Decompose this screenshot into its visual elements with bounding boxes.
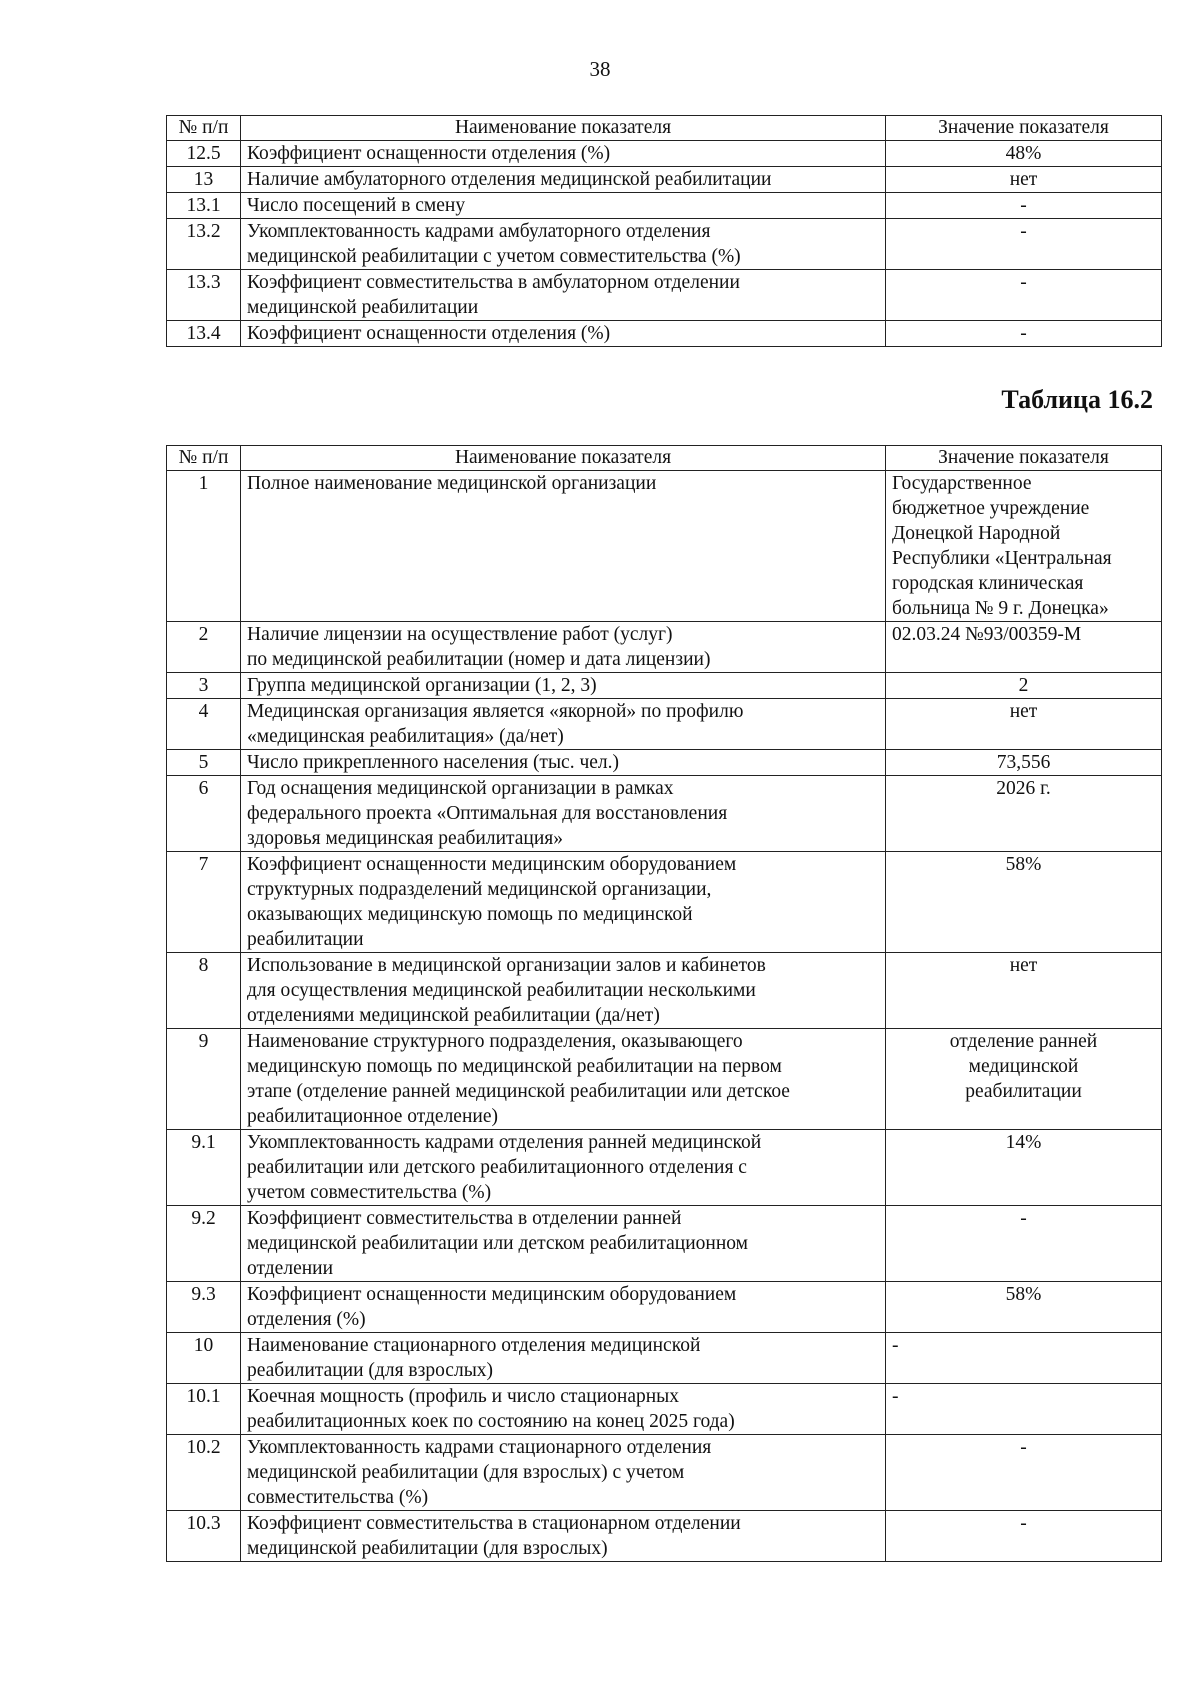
table-row xyxy=(167,141,1162,167)
header-indicator-value: Значение показателя xyxy=(886,116,1162,141)
indicator-value: 73,556 xyxy=(886,750,1162,776)
indicator-value: - xyxy=(886,321,1162,347)
indicators-table-16-2 xyxy=(166,445,1162,1562)
indicator-name: Укомплектованность кадрами стационарного отделения медицинской реабилитации (для взрослых) с учетом совместительства (%) xyxy=(241,1435,886,1511)
table-row xyxy=(167,193,1162,219)
indicator-value: 2026 г. xyxy=(886,776,1162,852)
row-number: 10.3 xyxy=(167,1511,241,1562)
table-row xyxy=(167,1511,1162,1562)
table-row xyxy=(167,699,1162,750)
indicator-name: Коэффициент оснащенности отделения (%) xyxy=(241,141,886,167)
indicator-value: - xyxy=(886,270,1162,321)
row-number: 9.1 xyxy=(167,1130,241,1206)
indicator-value: 14% xyxy=(886,1130,1162,1206)
indicator-value: - xyxy=(886,193,1162,219)
table-row xyxy=(167,673,1162,699)
indicator-value: 58% xyxy=(886,1282,1162,1333)
row-number: 13.4 xyxy=(167,321,241,347)
header-indicator-name: Наименование показателя xyxy=(241,446,886,471)
indicator-value: Государственное бюджетное учреждение Донецкой Народной Республики «Центральная городская клиническая больница № 9 г. Донецка» xyxy=(886,471,1162,622)
indicator-name: Коэффициент оснащенности медицинским оборудованием отделения (%) xyxy=(241,1282,886,1333)
table-row xyxy=(167,1130,1162,1206)
table-row xyxy=(167,1206,1162,1282)
row-number: 5 xyxy=(167,750,241,776)
indicator-name: Коэффициент совместительства в отделении ранней медицинской реабилитации или детском реабилитационном отделении xyxy=(241,1206,886,1282)
indicator-name: Число прикрепленного населения (тыс. чел.) xyxy=(241,750,886,776)
indicator-value: 02.03.24 №93/00359-М xyxy=(886,622,1162,673)
header-indicator-name: Наименование показателя xyxy=(241,116,886,141)
indicator-name: Группа медицинской организации (1, 2, 3) xyxy=(241,673,886,699)
indicator-value: - xyxy=(886,219,1162,270)
row-number: 10 xyxy=(167,1333,241,1384)
indicator-name: Коэффициент оснащенности медицинским оборудованием структурных подразделений медицинской организации, оказывающих медицинскую помощь по медицинской реабилитации xyxy=(241,852,886,953)
header-indicator-value: Значение показателя xyxy=(886,446,1162,471)
indicator-value: - xyxy=(886,1333,1162,1384)
indicator-name: Коэффициент оснащенности отделения (%) xyxy=(241,321,886,347)
row-number: 1 xyxy=(167,471,241,622)
table-row xyxy=(167,1435,1162,1511)
indicator-name: Медицинская организация является «якорной» по профилю «медицинская реабилитация» (да/нет) xyxy=(241,699,886,750)
indicator-name: Наличие лицензии на осуществление работ (услуг) по медицинской реабилитации (номер и дата лицензии) xyxy=(241,622,886,673)
page-number: 38 xyxy=(589,57,611,81)
indicator-name: Укомплектованность кадрами амбулаторного отделения медицинской реабилитации с учетом совместительства (%) xyxy=(241,219,886,270)
table-row xyxy=(167,471,1162,622)
table-row xyxy=(167,321,1162,347)
table-row xyxy=(167,219,1162,270)
header-number: № п/п xyxy=(167,446,241,471)
indicator-name: Число посещений в смену xyxy=(241,193,886,219)
row-number: 10.1 xyxy=(167,1384,241,1435)
indicator-name: Использование в медицинской организации залов и кабинетов для осуществления медицинской реабилитации несколькими отделениями медицинской реабилитации (да/нет) xyxy=(241,953,886,1029)
indicator-value: - xyxy=(886,1435,1162,1511)
row-number: 7 xyxy=(167,852,241,953)
row-number: 13.2 xyxy=(167,219,241,270)
indicator-name: Коечная мощность (профиль и число стационарных реабилитационных коек по состоянию на конец 2025 года) xyxy=(241,1384,886,1435)
row-number: 4 xyxy=(167,699,241,750)
table-row xyxy=(167,750,1162,776)
indicator-value: - xyxy=(886,1206,1162,1282)
indicator-name: Коэффициент совместительства в амбулаторном отделении медицинской реабилитации xyxy=(241,270,886,321)
table-header-row xyxy=(167,116,1162,141)
indicator-name: Наличие амбулаторного отделения медицинской реабилитации xyxy=(241,167,886,193)
table-row xyxy=(167,1333,1162,1384)
indicator-name: Укомплектованность кадрами отделения ранней медицинской реабилитации или детского реабилитационного отделения с учетом совместительства (%) xyxy=(241,1130,886,1206)
row-number: 10.2 xyxy=(167,1435,241,1511)
table-row xyxy=(167,776,1162,852)
row-number: 8 xyxy=(167,953,241,1029)
indicator-value: нет xyxy=(886,953,1162,1029)
indicator-name: Год оснащения медицинской организации в рамках федерального проекта «Оптимальная для восстановления здоровья медицинская реабилитация» xyxy=(241,776,886,852)
row-number: 9.3 xyxy=(167,1282,241,1333)
row-number: 3 xyxy=(167,673,241,699)
row-number: 9 xyxy=(167,1029,241,1130)
indicator-value: нет xyxy=(886,699,1162,750)
indicator-name: Полное наименование медицинской организации xyxy=(241,471,886,622)
indicator-value: нет xyxy=(886,167,1162,193)
row-number: 13.3 xyxy=(167,270,241,321)
row-number: 12.5 xyxy=(167,141,241,167)
table-row xyxy=(167,953,1162,1029)
indicator-name: Коэффициент совместительства в стационарном отделении медицинской реабилитации (для взрослых) xyxy=(241,1511,886,1562)
row-number: 13.1 xyxy=(167,193,241,219)
table-row xyxy=(167,622,1162,673)
table-row xyxy=(167,270,1162,321)
table-row xyxy=(167,1384,1162,1435)
indicator-name: Наименование структурного подразделения, оказывающего медицинскую помощь по медицинской реабилитации на первом этапе (отделение ранней медицинской реабилитации или детское реабилитационное отделение) xyxy=(241,1029,886,1130)
indicator-name: Наименование стационарного отделения медицинской реабилитации (для взрослых) xyxy=(241,1333,886,1384)
table-title: Таблица 16.2 xyxy=(1001,385,1153,414)
table-row xyxy=(167,1282,1162,1333)
table-row xyxy=(167,1029,1162,1130)
table-row xyxy=(167,852,1162,953)
indicator-value: отделение ранней медицинской реабилитации xyxy=(886,1029,1162,1130)
header-number: № п/п xyxy=(167,116,241,141)
row-number: 13 xyxy=(167,167,241,193)
indicator-value: 58% xyxy=(886,852,1162,953)
row-number: 6 xyxy=(167,776,241,852)
table-row xyxy=(167,167,1162,193)
indicator-value: - xyxy=(886,1384,1162,1435)
indicator-value: 48% xyxy=(886,141,1162,167)
table-header-row xyxy=(167,446,1162,471)
indicator-value: - xyxy=(886,1511,1162,1562)
indicators-table-continued xyxy=(166,115,1162,347)
row-number: 9.2 xyxy=(167,1206,241,1282)
indicator-value: 2 xyxy=(886,673,1162,699)
row-number: 2 xyxy=(167,622,241,673)
